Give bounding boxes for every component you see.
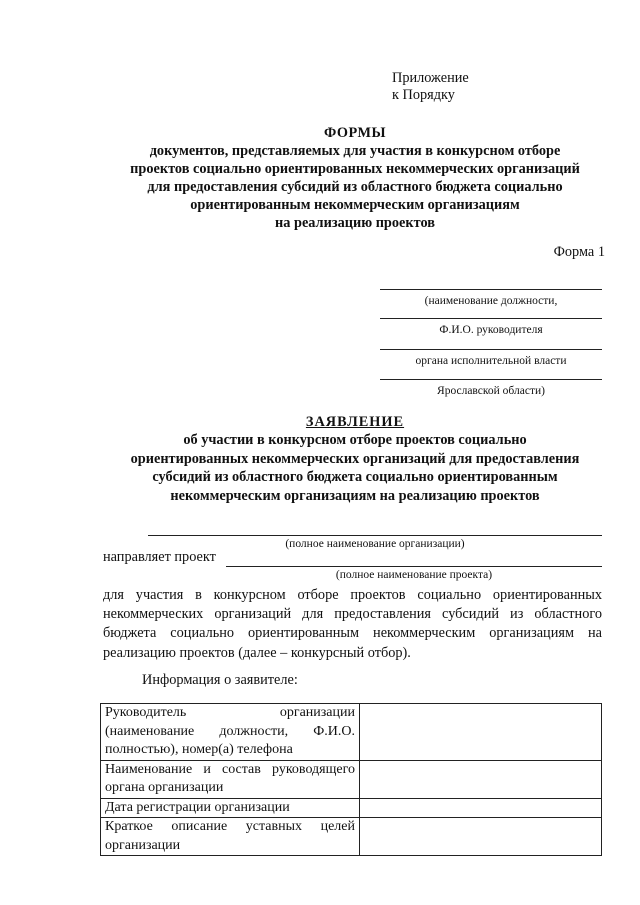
statement-subtitle-line: некоммерческим организациям на реализацию проектов [170, 487, 540, 504]
table-row-value[interactable] [360, 704, 602, 761]
table-row [101, 760, 602, 798]
forms-subtitle-line: ориентированным некоммерческим организациям [190, 197, 520, 213]
table-row-value[interactable] [360, 798, 602, 818]
table-row-value[interactable] [360, 818, 602, 856]
organization-caption: (полное наименование организации) [285, 538, 465, 550]
table-row [101, 704, 602, 761]
addressee-caption: (наименование должности, [424, 295, 558, 307]
form-number: Форма 1 [553, 244, 605, 260]
addressee-line [380, 318, 602, 319]
addressee-line [380, 349, 602, 350]
addressee-line [380, 379, 602, 380]
forms-subtitle-line: проектов социально ориентированных некоммерческих организаций [130, 161, 580, 177]
forms-subtitle-line: на реализацию проектов [275, 215, 435, 231]
project-name-line [226, 566, 602, 567]
table-row-value[interactable] [360, 760, 602, 798]
table-row [101, 818, 602, 856]
addressee-caption: Ярославской области) [437, 385, 545, 397]
forms-subtitle [100, 142, 610, 232]
addressee-line [380, 289, 602, 290]
sends-project-label: направляет проект [103, 549, 216, 565]
statement-subtitle-line: об участии в конкурсном отборе проектов социально [183, 432, 527, 448]
table-row-label: Наименование и состав руководящего органа организации [101, 760, 360, 798]
applicant-info-heading: Информация о заявителе: [142, 672, 298, 688]
table-row-label: Дата регистрации организации [101, 798, 360, 818]
addressee-caption: Ф.И.О. руководителя [439, 324, 543, 336]
statement-title: ЗАЯВЛЕНИЕ [305, 414, 405, 430]
appendix-line-2: к Порядку [392, 87, 455, 103]
forms-subtitle-line: документов, представляемых для участия в конкурсном отборе [149, 143, 561, 159]
forms-subtitle-line: для предоставления субсидий из областного бюджета социально [147, 179, 563, 195]
statement-subtitle [100, 431, 610, 505]
table-row-label: Руководитель организации (наименование должности, Ф.И.О. полностью), номер(а) телефона [101, 704, 360, 761]
appendix-line-1: Приложение [392, 70, 469, 86]
organization-name-line [148, 535, 602, 536]
statement-paragraph: для участия в конкурсном отборе проектов социально ориентированных некоммерческих организаций для предоставления субсидий из областного бюджета социально ориентированным некоммерческим организациям на реализацию проектов (далее – конкурсный отбор). [103, 587, 602, 661]
statement-subtitle-line: субсидий из областного бюджета социально ориентированным [152, 469, 558, 485]
table-row [101, 798, 602, 818]
applicant-info-table [100, 703, 602, 856]
statement-subtitle-line: ориентированных некоммерческих организаций для предоставления [130, 450, 580, 467]
forms-title: ФОРМЫ [323, 125, 387, 141]
project-caption: (полное наименование проекта) [335, 569, 493, 581]
appendix-note [392, 70, 469, 104]
table-row-label: Краткое описание уставных целей организации [101, 818, 360, 856]
addressee-caption: органа исполнительной власти [415, 355, 567, 367]
